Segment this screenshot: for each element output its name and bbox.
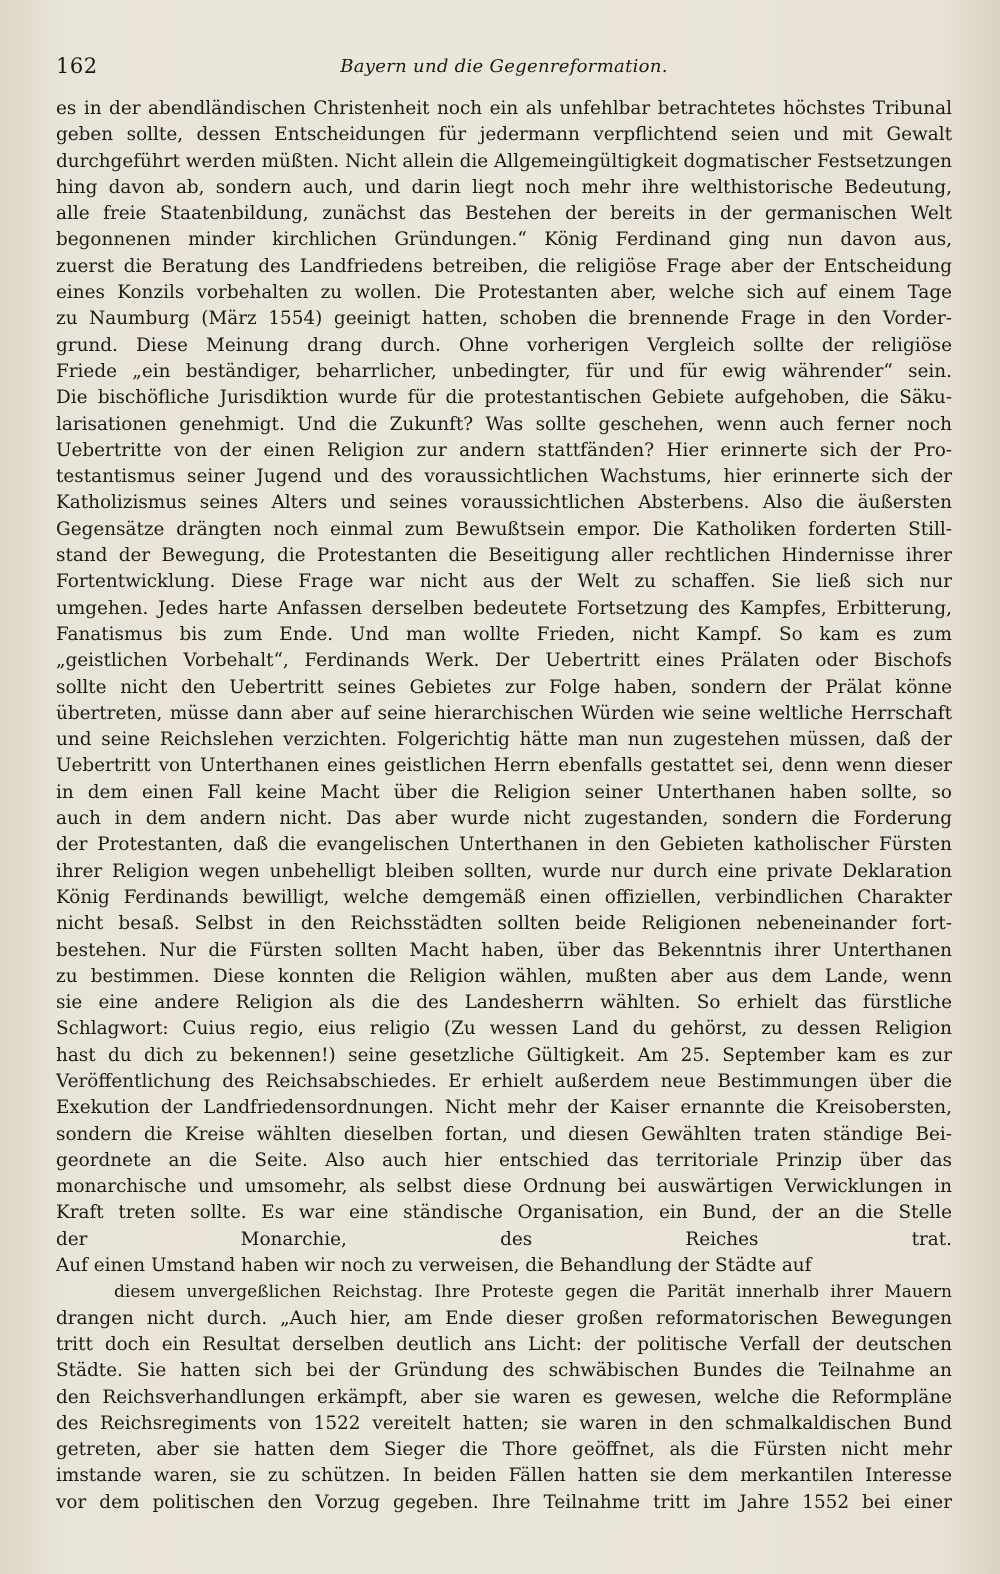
text-line: testantismus seiner Jugend und des voraussichtlichen Wachstums, hier erinnerte sich der	[56, 466, 952, 488]
text-line: monarchische und umsomehr, als selbst diese Ordnung bei auswärtigen Verwicklungen in	[56, 1176, 952, 1198]
text-line: hing davon ab, sondern auch, und darin liegt noch mehr ihre welthistorische Bedeutung,	[56, 176, 952, 198]
text-line: sondern die Kreise wählten dieselben fortan, und diesen Gewählten traten ständige Bei-	[56, 1123, 952, 1145]
text-line: Die bischöfliche Jurisdiktion wurde für die protestantischen Gebiete aufgehoben, die Säku-	[56, 387, 952, 409]
text-line: zuerst die Beratung des Landfriedens betreiben, die religiöse Frage aber der Entscheidung	[56, 255, 952, 277]
text-line: stand der Bewegung, die Protestanten die Beseitigung aller rechtlichen Hindernisse ihrer	[56, 545, 952, 567]
text-line: ihrer Religion wegen unbehelligt bleiben sollten, wurde nur durch eine private Deklaration	[56, 860, 952, 882]
text-line: getreten, aber sie hatten dem Sieger die Thore geöffnet, als die Fürsten nicht mehr	[56, 1439, 952, 1461]
text-line: der Monarchie, des Reiches trat.	[56, 1228, 952, 1250]
text-line: den Reichsverhandlungen erkämpft, aber sie waren es gewesen, welche die Reformpläne	[56, 1386, 952, 1408]
text-line: drangen nicht durch. „Auch hier, am Ende dieser großen reformatorischen Bewegungen	[56, 1307, 952, 1329]
text-line: bestehen. Nur die Fürsten sollten Macht haben, über das Bekenntnis ihrer Unterthanen	[56, 939, 952, 961]
text-line: Schlagwort: Cuius regio, eius religio (Zu wessen Land du gehörst, zu dessen Religion	[56, 1018, 952, 1040]
text-line: Gegensätze drängten noch einmal zum Bewußtsein empor. Die Katholiken forderten Still-	[56, 518, 952, 540]
text-line: übertreten, müsse dann aber auf seine hierarchischen Würden wie seine weltliche Herrschaft	[56, 702, 952, 724]
text-line: „geistlichen Vorbehalt“, Ferdinands Werk. Der Uebertritt eines Prälaten oder Bischofs	[56, 650, 952, 672]
text-line: es in der abendländischen Christenheit noch ein als unfehlbar betrachtetes höchstes Tribunal	[56, 98, 952, 119]
text-line	[56, 1516, 952, 1542]
body-text	[56, 96, 952, 1542]
text-line: Uebertritt von Unterthanen eines geistlichen Herrn ebenfalls gestattet sei, denn wenn dieser	[56, 755, 952, 777]
text-line: tritt doch ein Resultat derselben deutlich ans Licht: der politische Verfall der deutschen	[56, 1333, 952, 1355]
text-line: Kraft treten sollte. Es war eine ständische Organisation, ein Bund, der an die Stelle	[56, 1202, 952, 1224]
text-line: Uebertritte von der einen Religion zur andern stattfänden? Hier erinnerte sich der Pro-	[56, 439, 952, 461]
text-line: imstande waren, sie zu schützen. In beiden Fällen hatten sie dem merkantilen Interesse	[56, 1465, 952, 1487]
text-line: Fanatismus bis zum Ende. Und man wollte Frieden, nicht Kampf. So kam es zum	[56, 623, 952, 645]
text-line: König Ferdinands bewilligt, welche demgemäß einen offiziellen, verbindlichen Charakter	[56, 886, 952, 908]
text-line: in dem einen Fall keine Macht über die Religion seiner Unterthanen haben sollte, so	[56, 781, 952, 803]
text-line: umgehen. Jedes harte Anfassen derselben bedeutete Fortsetzung des Kampfes, Erbitterung,	[56, 597, 952, 619]
text-line: nicht besaß. Selbst in den Reichsstädten sollten beide Religionen nebeneinander fort-	[56, 913, 952, 935]
paragraph-end-line: Auf einen Umstand haben wir noch zu verweisen, die Behandlung der Städte auf	[56, 1255, 812, 1277]
text-line: Exekution der Landfriedensordnungen. Nicht mehr der Kaiser ernannte die Kreisobersten,	[56, 1097, 952, 1119]
text-line: geben sollte, dessen Entscheidungen für jedermann verpflichtend seien und mit Gewalt	[56, 124, 952, 146]
text-line: Fortentwicklung. Diese Frage war nicht aus der Welt zu schaffen. Sie ließ sich nur	[56, 571, 952, 593]
text-line: larisationen genehmigt. Und die Zukunft? Was sollte geschehen, wenn auch ferner noch	[56, 413, 952, 435]
running-title: Bayern und die Gegenreformation.	[340, 56, 668, 77]
text-line: hast du dich zu bekennen!) seine gesetzliche Gültigkeit. Am 25. September kam es zur	[56, 1044, 952, 1066]
text-line: eines Konzils vorbehalten zu wollen. Die Protestanten aber, welche sich auf einem Tage	[56, 282, 952, 304]
text-line: und seine Reichslehen verzichten. Folgerichtig hätte man nun zugestehen müssen, daß der	[56, 729, 952, 751]
page-number: 162	[56, 54, 98, 78]
text-line: Veröffentlichung des Reichsabschiedes. Er erhielt außerdem neue Bestimmungen über die	[56, 1070, 952, 1092]
paragraph-start-line: diesem unvergeßlichen Reichstag. Ihre Proteste gegen die Parität innerhalb ihrer Mauern	[114, 1282, 952, 1303]
text-line: des Reichsregiments von 1522 vereitelt hatten; sie waren in den schmalkaldischen Bund	[56, 1412, 952, 1434]
text-line: durchgeführt werden müßten. Nicht allein die Allgemeingültigkeit dogmatischer Festsetzungen	[56, 150, 952, 172]
text-line: sie eine andere Religion als die des Landesherrn wählten. So erhielt das fürstliche	[56, 992, 952, 1014]
text-line: grund. Diese Meinung drang durch. Ohne vorherigen Vergleich sollte der religiöse	[56, 334, 952, 356]
text-line: geordnete an die Seite. Also auch hier entschied das territoriale Prinzip über das	[56, 1149, 952, 1171]
text-line: zu bestimmen. Diese konnten die Religion wählen, mußten aber aus dem Lande, wenn	[56, 965, 952, 987]
text-line: Friede „ein beständiger, beharrlicher, unbedingter, für und für ewig währender“ sein.	[56, 360, 952, 382]
text-line: Katholizismus seines Alters und seines voraussichtlichen Absterbens. Also die äußersten	[56, 492, 952, 514]
text-line: Städte. Sie hatten sich bei der Gründung des schwäbischen Bundes die Teilnahme an	[56, 1360, 952, 1382]
text-line: auch in dem andern nicht. Das aber wurde nicht zugestanden, sondern die Forderung	[56, 808, 952, 830]
text-line: zu Naumburg (März 1554) geeinigt hatten, schoben die brennende Frage in den Vorder-	[56, 308, 952, 330]
text-line: vor dem politischen den Vorzug gegeben. Ihre Teilnahme tritt im Jahre 1552 bei einer	[56, 1491, 952, 1513]
text-line: alle freie Staatenbildung, zunächst das Bestehen der bereits in der germanischen Welt	[56, 203, 952, 225]
text-line: begonnenen minder kirchlichen Gründungen.“ König Ferdinand ging nun davon aus,	[56, 229, 952, 251]
page-header	[56, 54, 952, 86]
text-line: der Protestanten, daß die evangelischen Unterthanen in den Gebieten katholischer Fürsten	[56, 834, 952, 856]
text-line: sollte nicht den Uebertritt seines Gebietes zur Folge haben, sondern der Prälat könne	[56, 676, 952, 698]
